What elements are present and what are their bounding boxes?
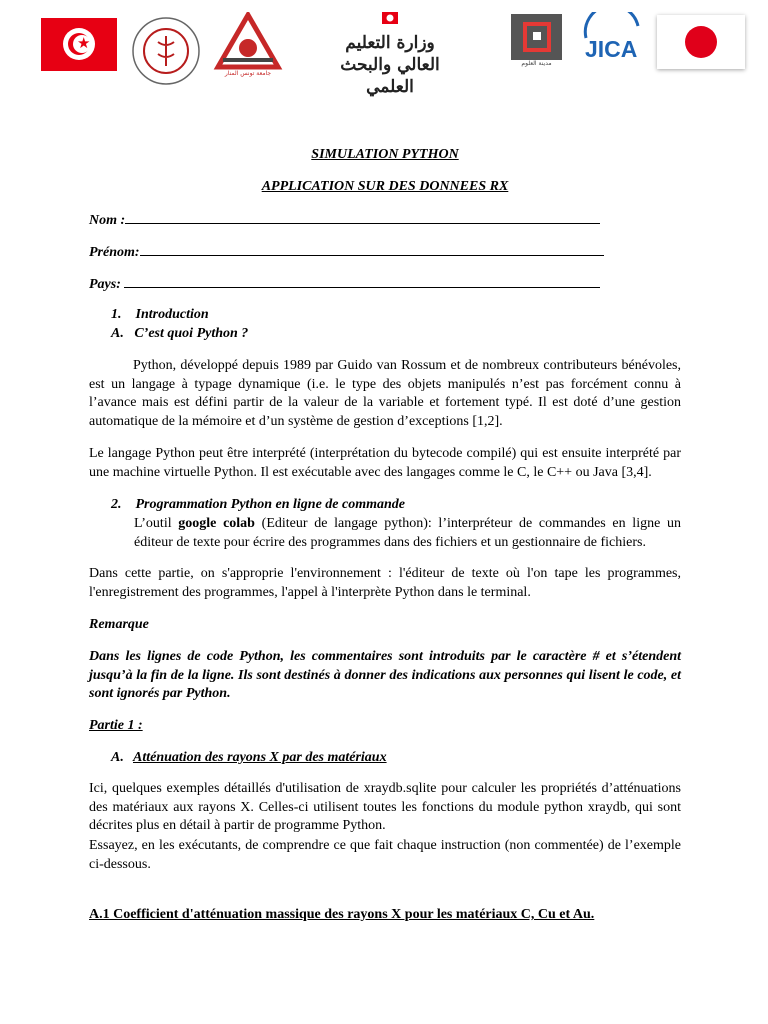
a1-heading: A.1 Coefficient d'atténuation massique des rayons X pour les matériaux C, Cu et Au.	[89, 907, 595, 922]
remarque-title: Remarque	[89, 617, 149, 632]
header-logos	[0, 0, 768, 100]
university-logo-text: جامعة تونس المنار	[224, 70, 272, 77]
xraydb-paragraph: Ici, quelques exemples détaillés d'utilisation de xraydb.sqlite pour calculer les propriétés d’atténuations des matériaux aux rayons X. Celles-ci utilisent toutes les fonctions du module python xraydb, qui sont décrites plus en détail à partir de programme Python.	[89, 781, 681, 833]
environment-paragraph: Dans cette partie, on s'approprie l'environnement : l'éditeur de texte où l'on tape les programmes, l'enregistrement des programmes, l'appel à l'interprète Python dans le terminal.	[89, 566, 681, 600]
form-prenom	[89, 242, 604, 263]
form-nom	[89, 210, 600, 231]
city-of-sciences-text: مدينة العلوم	[521, 60, 552, 67]
page-subtitle: APPLICATION SUR DES DONNEES RX	[261, 179, 509, 194]
ministry-text: وزارة التعليم العالي والبحث العلمي	[340, 33, 440, 97]
prenom-field[interactable]	[140, 242, 604, 256]
colab-prefix: L’outil	[134, 516, 179, 531]
form-pays	[89, 274, 600, 295]
instructions-paragraph: Essayez, en les exécutants, de comprendre ce que fait chaque instruction (non commentée) de l’exemple ci-dessous.	[89, 838, 681, 872]
remarque-text: Dans les lignes de code Python, les commentaires sont introduits par le caractère # et s’étendent jusqu’à la fin de la ligne. Ils sont destinés à donner des indications aux personnes qui lisent le code, et sont ignorés par Python.	[89, 649, 681, 701]
section-2-heading: 2. Programmation Python en ligne de commande	[111, 497, 406, 512]
ministry-logo	[330, 10, 450, 97]
section-1a-heading: A. C’est quoi Python ?	[111, 326, 249, 341]
pays-label: Pays:	[89, 277, 121, 292]
city-of-sciences-logo	[511, 14, 562, 74]
partie-1-title: Partie 1 :	[89, 718, 143, 733]
section-2-paragraph	[134, 515, 681, 552]
colab-tool-name: google colab	[178, 516, 255, 531]
page-title: SIMULATION PYTHON	[311, 147, 459, 162]
faculty-seal-icon	[128, 14, 204, 88]
university-logo	[213, 12, 283, 84]
jica-text: JICA	[585, 36, 638, 62]
partie-1a-label: A.	[111, 750, 124, 765]
intro-paragraph-2: Le langage Python peut être interprété (interprétation du bytecode compilé) qui est ensuite interprété par une machine virtuelle Python. Il est exécutable avec des langages comme le C, le C++ ou Java [3,4].	[89, 446, 681, 480]
intro-paragraph-1: Python, développé depuis 1989 par Guido van Rossum et de nombreux contributeurs bénévoles, est un langage à typage dynamique (i.e. le type des objets manipulés n’est pas forcément connu à l’avance mais est défini partir de la valeur de la variable et fortement typé. Il est doté d’une gestion automatique de la mémoire et d’un système de gestion d’exceptions [1,2].	[89, 358, 681, 429]
partie-1a-heading	[111, 749, 387, 768]
partie-1a-title: Atténuation des rayons X par des matériaux	[133, 750, 387, 765]
japan-flag-icon	[657, 15, 745, 69]
nom-field[interactable]	[125, 210, 600, 224]
pays-field[interactable]	[124, 274, 600, 288]
jica-logo	[580, 12, 644, 72]
tunisia-flag-icon: ★	[41, 18, 117, 71]
nom-label: Nom :	[89, 213, 126, 228]
colab-description: (Editeur de langage python): l’interpréteur de commandes en ligne un éditeur de texte pour écrire des programmes dans des fichiers et un gestionnaire de fichiers.	[134, 516, 681, 550]
section-1-heading: 1. Introduction	[111, 307, 209, 322]
prenom-label: Prénom:	[89, 245, 140, 260]
